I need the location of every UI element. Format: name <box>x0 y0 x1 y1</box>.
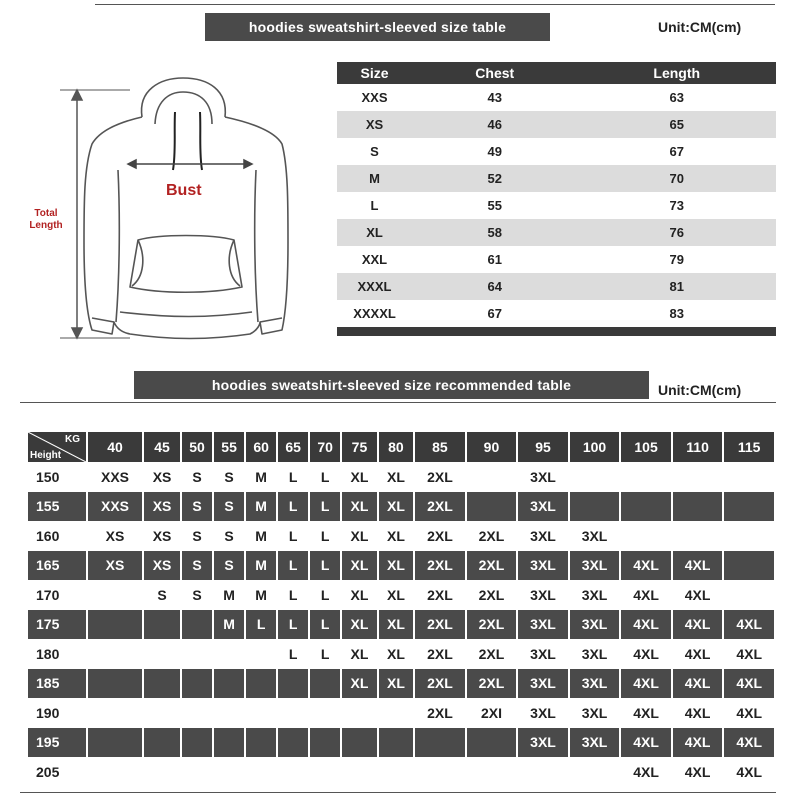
recommended-size-cell <box>246 728 276 758</box>
recommended-size-cell: 2XL <box>467 580 517 610</box>
recommended-size-cell: 3XL <box>570 551 620 581</box>
recommended-size-cell: S <box>182 551 212 581</box>
recommended-size-cell: 2XL <box>415 521 465 551</box>
weight-header: 90 <box>467 432 517 462</box>
weight-header: 70 <box>310 432 340 462</box>
weight-header: 85 <box>415 432 465 462</box>
height-cell: 205 <box>28 757 86 787</box>
recommended-size-cell <box>467 462 517 492</box>
recommended-size-cell: 4XL <box>673 728 723 758</box>
recommended-size-cell: L <box>310 521 340 551</box>
chest-cell: 61 <box>412 246 578 273</box>
recommended-size-cell <box>570 462 620 492</box>
recommended-size-cell: 3XL <box>518 551 568 581</box>
chest-cell: 58 <box>412 219 578 246</box>
recommended-size-cell: XS <box>88 551 142 581</box>
chest-header: Chest <box>412 62 578 84</box>
recommended-size-cell: L <box>310 462 340 492</box>
recommended-table-title: hoodies sweatshirt-sleeved size recommended table <box>134 371 649 399</box>
recommended-size-cell: 4XL <box>673 580 723 610</box>
recommended-size-cell <box>621 521 671 551</box>
recommended-size-cell: M <box>246 521 276 551</box>
recommended-size-cell <box>182 639 212 669</box>
size-cell: XL <box>337 219 412 246</box>
recommended-size-cell <box>182 728 212 758</box>
recommended-size-cell <box>342 698 376 728</box>
recommended-row <box>28 462 774 492</box>
recommended-size-cell: 3XL <box>518 639 568 669</box>
recommended-size-cell: 4XL <box>673 610 723 640</box>
recommended-size-cell <box>88 698 142 728</box>
recommended-size-cell <box>310 669 340 699</box>
size-table-title: hoodies sweatshirt-sleeved size table <box>205 13 550 41</box>
weight-header: 60 <box>246 432 276 462</box>
recommended-size-cell: 2XL <box>467 639 517 669</box>
length-cell: 67 <box>578 138 777 165</box>
size-cell: XS <box>337 111 412 138</box>
recommended-size-cell: XL <box>342 610 376 640</box>
size-header: Size <box>337 62 412 84</box>
weight-header: 100 <box>570 432 620 462</box>
recommended-size-cell <box>88 610 142 640</box>
recommended-size-cell: XL <box>342 492 376 522</box>
recommended-size-cell <box>182 698 212 728</box>
length-cell: 73 <box>578 192 777 219</box>
recommended-size-cell: M <box>246 462 276 492</box>
recommended-size-cell: XS <box>144 492 180 522</box>
recommended-size-cell: L <box>278 610 308 640</box>
recommended-size-cell: 4XL <box>724 610 774 640</box>
recommended-size-cell: 3XL <box>570 521 620 551</box>
recommended-size-cell <box>214 698 244 728</box>
recommended-size-cell: XL <box>342 551 376 581</box>
recommended-size-cell: S <box>182 580 212 610</box>
height-cell: 180 <box>28 639 86 669</box>
recommended-size-cell <box>379 698 413 728</box>
length-cell: 65 <box>578 111 777 138</box>
size-cell: XXL <box>337 246 412 273</box>
recommended-size-cell: XL <box>379 639 413 669</box>
recommended-row <box>28 521 774 551</box>
chest-cell: 43 <box>412 84 578 111</box>
recommended-size-cell: 3XL <box>518 462 568 492</box>
weight-header: 105 <box>621 432 671 462</box>
recommended-size-cell: 4XL <box>724 669 774 699</box>
recommended-size-cell: 4XL <box>724 757 774 787</box>
recommended-row <box>28 610 774 640</box>
size-row <box>337 273 776 300</box>
table-corner <box>28 432 86 462</box>
recommended-size-cell: XS <box>144 462 180 492</box>
recommended-size-cell: L <box>278 580 308 610</box>
recommended-size-cell: XL <box>342 462 376 492</box>
recommended-size-cell: L <box>310 580 340 610</box>
recommended-size-cell: 3XL <box>570 610 620 640</box>
recommended-size-cell: XS <box>88 521 142 551</box>
recommended-size-cell: 3XL <box>518 492 568 522</box>
recommended-size-cell: 2XL <box>415 698 465 728</box>
weight-header: 50 <box>182 432 212 462</box>
size-cell: M <box>337 165 412 192</box>
recommended-size-cell: 3XL <box>570 669 620 699</box>
recommended-size-cell <box>246 639 276 669</box>
length-cell: 79 <box>578 246 777 273</box>
recommended-size-cell <box>214 639 244 669</box>
recommended-size-cell <box>88 669 142 699</box>
length-cell: 83 <box>578 300 777 327</box>
weight-header: 95 <box>518 432 568 462</box>
recommended-size-cell: S <box>182 462 212 492</box>
recommended-size-cell <box>415 757 465 787</box>
height-cell: 185 <box>28 669 86 699</box>
recommended-size-cell <box>570 492 620 522</box>
size-table-footer <box>337 327 776 336</box>
recommended-size-cell: 4XL <box>724 698 774 728</box>
length-cell: 70 <box>578 165 777 192</box>
recommended-size-cell: 4XL <box>621 728 671 758</box>
recommended-size-cell <box>144 669 180 699</box>
recommended-size-cell <box>278 728 308 758</box>
recommended-size-cell: 3XL <box>570 580 620 610</box>
recommended-row <box>28 551 774 581</box>
recommended-size-cell: 2XL <box>467 669 517 699</box>
size-cell: S <box>337 138 412 165</box>
recommended-size-cell: L <box>278 521 308 551</box>
total-length-label <box>24 208 68 232</box>
recommended-size-cell: 3XL <box>518 698 568 728</box>
size-cell: XXXL <box>337 273 412 300</box>
recommended-size-cell <box>415 728 465 758</box>
size-row <box>337 111 776 138</box>
chest-cell: 55 <box>412 192 578 219</box>
recommended-size-cell <box>467 492 517 522</box>
height-cell: 195 <box>28 728 86 758</box>
recommended-size-cell: 4XL <box>724 728 774 758</box>
recommended-size-cell: S <box>214 551 244 581</box>
recommended-size-cell: 3XL <box>518 728 568 758</box>
length-cell: 81 <box>578 273 777 300</box>
recommended-size-cell: L <box>278 551 308 581</box>
recommended-size-cell <box>379 757 413 787</box>
recommended-size-cell: XL <box>342 639 376 669</box>
recommended-size-cell: XL <box>379 551 413 581</box>
length-cell: 63 <box>578 84 777 111</box>
recommended-size-cell: XL <box>379 580 413 610</box>
recommended-size-cell <box>214 669 244 699</box>
size-row <box>337 192 776 219</box>
recommended-size-cell: 2XL <box>415 610 465 640</box>
recommended-size-cell <box>724 521 774 551</box>
weight-header: 115 <box>724 432 774 462</box>
size-cell: L <box>337 192 412 219</box>
recommended-size-cell: M <box>246 492 276 522</box>
recommended-size-cell: 2XI <box>467 698 517 728</box>
recommended-size-cell: 2XL <box>467 551 517 581</box>
recommended-size-cell: 4XL <box>673 698 723 728</box>
recommended-size-cell <box>310 698 340 728</box>
recommended-size-cell: XXS <box>88 462 142 492</box>
recommended-size-cell: 4XL <box>621 639 671 669</box>
chest-cell: 64 <box>412 273 578 300</box>
recommended-size-cell: 4XL <box>621 580 671 610</box>
recommended-size-cell: 4XL <box>621 610 671 640</box>
recommended-size-cell <box>144 698 180 728</box>
height-cell: 165 <box>28 551 86 581</box>
recommended-size-cell: L <box>246 610 276 640</box>
recommended-size-cell: 4XL <box>673 757 723 787</box>
recommended-size-cell <box>144 757 180 787</box>
recommended-size-cell <box>214 757 244 787</box>
recommended-size-cell: XL <box>379 521 413 551</box>
recommended-size-cell: 2XL <box>415 580 465 610</box>
weight-header: 45 <box>144 432 180 462</box>
recommended-size-cell <box>570 757 620 787</box>
recommended-size-cell: L <box>310 551 340 581</box>
recommended-size-cell: 4XL <box>673 669 723 699</box>
total-length-label-line1: Total <box>34 208 58 219</box>
recommended-size-cell: M <box>246 580 276 610</box>
size-row <box>337 138 776 165</box>
weight-header: 80 <box>379 432 413 462</box>
height-cell: 175 <box>28 610 86 640</box>
recommended-size-cell: XL <box>379 492 413 522</box>
recommended-size-cell: 2XL <box>415 639 465 669</box>
recommended-size-cell: XL <box>379 610 413 640</box>
height-cell: 155 <box>28 492 86 522</box>
recommended-size-cell: L <box>278 492 308 522</box>
size-row <box>337 246 776 273</box>
weight-header: 40 <box>88 432 142 462</box>
recommended-size-cell: 3XL <box>518 521 568 551</box>
recommended-size-cell: M <box>214 580 244 610</box>
size-row <box>337 219 776 246</box>
bottom-rule <box>20 792 776 793</box>
recommended-size-cell: XS <box>144 551 180 581</box>
recommended-size-cell: 2XL <box>415 551 465 581</box>
recommended-size-cell <box>673 492 723 522</box>
top-rule <box>95 4 775 5</box>
recommended-row <box>28 639 774 669</box>
recommended-size-cell <box>673 462 723 492</box>
recommended-size-cell <box>88 580 142 610</box>
recommended-size-cell: XS <box>144 521 180 551</box>
height-cell: 160 <box>28 521 86 551</box>
recommended-size-cell <box>246 757 276 787</box>
recommended-size-cell <box>182 757 212 787</box>
recommended-size-cell <box>310 728 340 758</box>
weight-header: 75 <box>342 432 376 462</box>
recommended-size-cell: 3XL <box>570 728 620 758</box>
middle-rule <box>20 402 776 403</box>
recommended-size-cell <box>467 728 517 758</box>
height-cell: 170 <box>28 580 86 610</box>
recommended-size-cell <box>310 757 340 787</box>
recommended-size-cell: 2XL <box>467 521 517 551</box>
recommended-size-cell <box>182 669 212 699</box>
recommended-size-cell <box>621 492 671 522</box>
height-cell: 190 <box>28 698 86 728</box>
recommended-size-cell <box>246 669 276 699</box>
kg-label: KG <box>65 434 80 445</box>
recommended-size-cell: 3XL <box>518 669 568 699</box>
recommended-row <box>28 669 774 699</box>
recommended-size-cell <box>724 492 774 522</box>
recommended-size-cell: 3XL <box>570 639 620 669</box>
recommended-size-cell: 4XL <box>621 757 671 787</box>
recommended-size-cell <box>342 757 376 787</box>
recommended-size-cell: M <box>246 551 276 581</box>
recommended-size-cell: 3XL <box>518 580 568 610</box>
recommended-size-cell: 4XL <box>621 551 671 581</box>
recommended-size-cell: 3XL <box>570 698 620 728</box>
recommended-row <box>28 580 774 610</box>
recommended-size-cell: S <box>214 462 244 492</box>
size-cell: XXS <box>337 84 412 111</box>
recommended-size-cell: L <box>278 639 308 669</box>
size-row <box>337 165 776 192</box>
recommended-size-cell: L <box>278 462 308 492</box>
recommended-size-cell: L <box>310 639 340 669</box>
recommended-size-cell <box>278 698 308 728</box>
total-length-label-line2: Length <box>29 220 63 231</box>
size-table <box>337 62 776 336</box>
chest-cell: 67 <box>412 300 578 327</box>
recommended-size-cell <box>246 698 276 728</box>
chest-cell: 46 <box>412 111 578 138</box>
recommended-size-cell <box>88 757 142 787</box>
chest-cell: 49 <box>412 138 578 165</box>
recommended-size-cell <box>278 757 308 787</box>
recommended-table-header <box>28 432 774 462</box>
recommended-size-cell: XL <box>342 521 376 551</box>
recommended-size-cell: 2XL <box>415 669 465 699</box>
recommended-size-cell: XL <box>342 580 376 610</box>
recommended-row <box>28 698 774 728</box>
recommended-size-cell <box>214 728 244 758</box>
size-table-header <box>337 62 776 84</box>
recommended-size-cell <box>724 462 774 492</box>
recommended-size-cell: S <box>214 492 244 522</box>
recommended-size-cell: L <box>310 610 340 640</box>
recommended-size-cell <box>88 728 142 758</box>
recommended-size-cell <box>724 580 774 610</box>
recommended-size-cell: 2XL <box>415 462 465 492</box>
size-row <box>337 84 776 111</box>
recommended-size-cell <box>144 728 180 758</box>
recommended-size-cell <box>518 757 568 787</box>
recommended-size-cell <box>278 669 308 699</box>
recommended-size-cell: 3XL <box>518 610 568 640</box>
recommended-size-cell <box>621 462 671 492</box>
recommended-row <box>28 728 774 758</box>
size-cell: XXXXL <box>337 300 412 327</box>
weight-header: 65 <box>278 432 308 462</box>
chest-cell: 52 <box>412 165 578 192</box>
recommended-size-cell: 4XL <box>621 669 671 699</box>
recommended-size-cell <box>182 610 212 640</box>
weight-header: 110 <box>673 432 723 462</box>
recommended-size-cell <box>673 521 723 551</box>
recommended-table-unit: Unit:CM(cm) <box>658 382 742 398</box>
recommended-size-cell: 4XL <box>673 551 723 581</box>
recommended-size-cell: 4XL <box>673 639 723 669</box>
recommended-size-cell: 2XL <box>467 610 517 640</box>
recommended-size-cell <box>467 757 517 787</box>
recommended-size-cell <box>724 551 774 581</box>
recommended-size-cell: XL <box>342 669 376 699</box>
recommended-size-cell: XL <box>379 462 413 492</box>
size-table-unit: Unit:CM(cm) <box>658 19 742 35</box>
recommended-row <box>28 492 774 522</box>
recommended-table <box>26 432 776 787</box>
length-header: Length <box>578 62 777 84</box>
recommended-size-cell <box>88 639 142 669</box>
recommended-size-cell: S <box>182 492 212 522</box>
recommended-size-cell <box>342 728 376 758</box>
recommended-size-cell: 4XL <box>724 639 774 669</box>
recommended-size-cell: 4XL <box>621 698 671 728</box>
recommended-row <box>28 757 774 787</box>
recommended-size-cell <box>379 728 413 758</box>
length-cell: 76 <box>578 219 777 246</box>
recommended-size-cell <box>144 639 180 669</box>
bust-label: Bust <box>166 182 202 199</box>
recommended-size-cell: M <box>214 610 244 640</box>
recommended-size-cell: 2XL <box>415 492 465 522</box>
height-label: Height <box>30 450 62 461</box>
recommended-size-cell <box>144 610 180 640</box>
recommended-size-cell: XXS <box>88 492 142 522</box>
recommended-size-cell: S <box>144 580 180 610</box>
recommended-size-cell: L <box>310 492 340 522</box>
recommended-size-cell: S <box>182 521 212 551</box>
height-cell: 150 <box>28 462 86 492</box>
recommended-size-cell: S <box>214 521 244 551</box>
size-row <box>337 300 776 327</box>
recommended-size-cell: XL <box>379 669 413 699</box>
weight-header: 55 <box>214 432 244 462</box>
